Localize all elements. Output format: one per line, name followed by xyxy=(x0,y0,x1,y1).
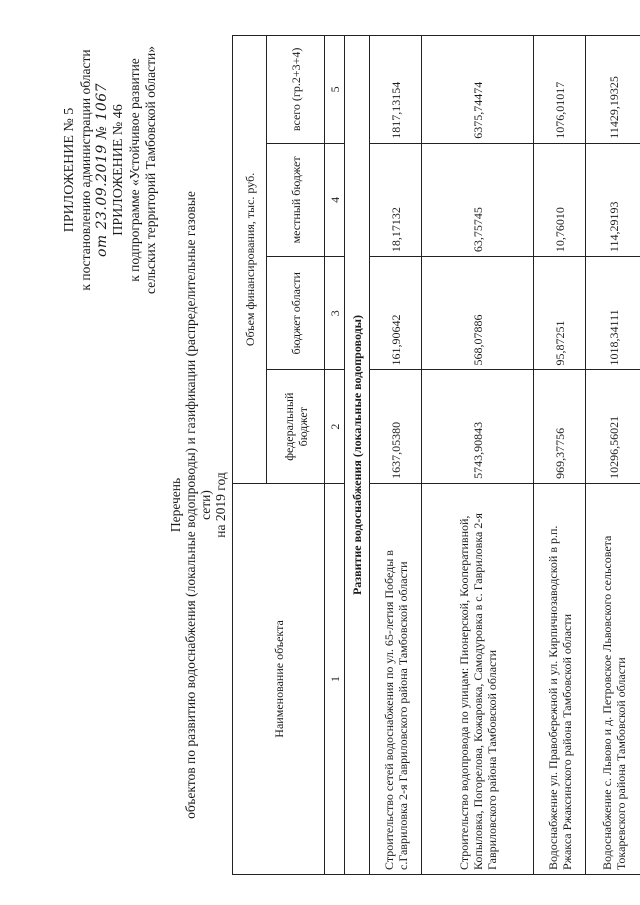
appendix-title: ПРИЛОЖЕНИЕ № 5 xyxy=(62,107,77,233)
federal-budget-value: 969,37756 xyxy=(534,370,586,483)
total-value: 1076,01017 xyxy=(534,36,586,144)
financing-table xyxy=(232,35,640,875)
header-local-budget: местный бюджет xyxy=(267,143,325,256)
table-row xyxy=(534,36,586,875)
total-value: 11429,19325 xyxy=(586,36,640,144)
handwritten-date-number: от 23.09.2019 № 1067 xyxy=(94,82,110,258)
header-financing-group: Объем финансирования, тыс. руб. xyxy=(233,36,267,484)
appendix-header xyxy=(62,5,159,335)
total-value: 6375,74474 xyxy=(422,36,534,144)
subprogram-ref-line1: к подпрограмме «Устойчивое развитие xyxy=(127,58,142,282)
appendix-subtitle: ПРИЛОЖЕНИЕ № 46 xyxy=(111,104,126,236)
column-number: 4 xyxy=(325,143,345,256)
section-title: Развитие водоснабжения (локальные водопроводы) xyxy=(345,36,370,875)
local-budget-value: 114,29193 xyxy=(586,143,640,256)
document-title xyxy=(168,185,228,825)
header-federal-budget: федеральный бюджет xyxy=(267,370,325,483)
object-name: Водоснабжение ул. Правобережной и ул. Кирпичнозаводской в р.п. Ржакса Ржаксинского района Тамбовской области xyxy=(534,483,586,874)
total-value: 1817,13154 xyxy=(370,36,422,144)
column-number: 3 xyxy=(325,257,345,370)
title-line2: объектов по развитию водоснабжения (локальные водопроводы) и газификации (распределительные газовые сети) xyxy=(183,191,213,819)
subprogram-ref-line2: сельских территорий Тамбовской области» xyxy=(143,45,158,295)
federal-budget-value: 10296,56021 xyxy=(586,370,640,483)
object-name: Строительство водопровода по улицам: Пионерской, Кооперативной, Копыловка, Погорелова, Кожаровка, Самодуровка в с. Гавриловка 2-я Гавриловского района Тамбовской области xyxy=(422,483,534,874)
regional-budget-value: 568,07886 xyxy=(422,257,534,370)
title-line1: Перечень xyxy=(168,477,183,533)
header-total: всего (гр.2+3+4) xyxy=(267,36,325,144)
object-name: Водоснабжение с. Львово и д. Петровское Львовского сельсовета Токаревского района Тамбовской области xyxy=(586,483,640,874)
title-line3: на 2019 год xyxy=(213,472,228,538)
federal-budget-value: 1637,05380 xyxy=(370,370,422,483)
header-regional-budget: бюджет области xyxy=(267,257,325,370)
regional-budget-value: 95,87251 xyxy=(534,257,586,370)
column-number: 2 xyxy=(325,370,345,483)
appendix-decree-ref: к постановлению администрации области xyxy=(78,49,93,291)
table-row xyxy=(422,36,534,875)
local-budget-value: 18,17132 xyxy=(370,143,422,256)
regional-budget-value: 161,90642 xyxy=(370,257,422,370)
column-number-row xyxy=(325,36,345,875)
regional-budget-value: 1018,34111 xyxy=(586,257,640,370)
table-row xyxy=(370,36,422,875)
header-object-name: Наименование объекта xyxy=(233,483,325,874)
local-budget-value: 10,76010 xyxy=(534,143,586,256)
object-name: Строительство сетей водоснабжения по ул. 65-летия Победы в с.Гавриловка 2-я Гавриловского района Тамбовской области xyxy=(370,483,422,874)
column-number: 1 xyxy=(325,483,345,874)
federal-budget-value: 5743,90843 xyxy=(422,370,534,483)
local-budget-value: 63,75745 xyxy=(422,143,534,256)
section-row xyxy=(345,36,370,875)
table-row xyxy=(586,36,640,875)
column-number: 5 xyxy=(325,36,345,144)
